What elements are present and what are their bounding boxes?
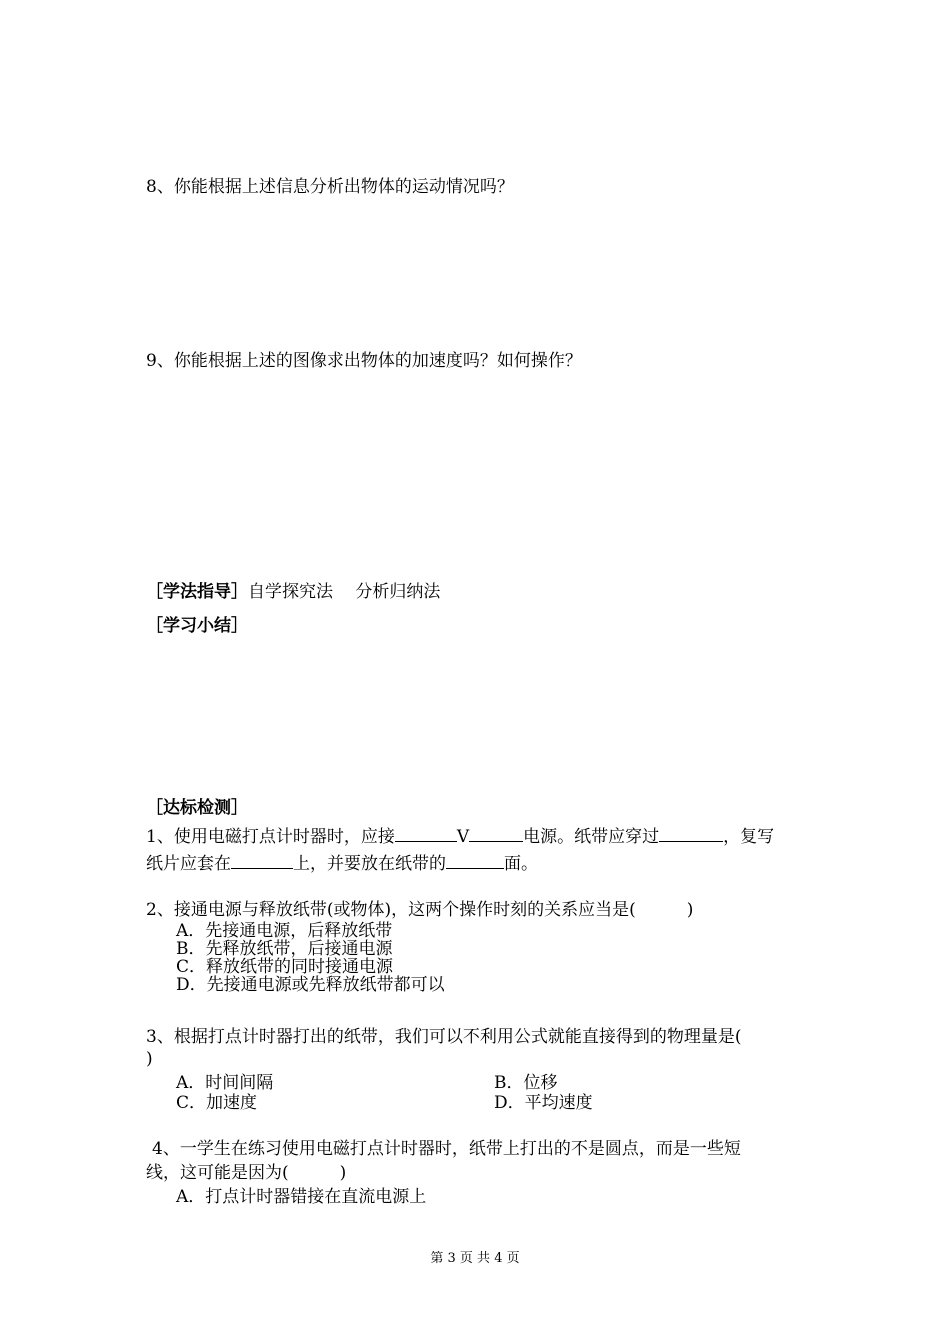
q1-blank-power-type[interactable] (469, 825, 523, 842)
q1-blank-side[interactable] (446, 852, 504, 869)
q1-text-b: V (456, 827, 470, 847)
test-q2-stem: 2、接通电源与释放纸带(或物体)，这两个操作时刻的关系应当是( ) (146, 900, 694, 920)
q1-text-e: 纸片应套在 (146, 854, 231, 874)
test-q4-stem-line2: 线，这可能是因为( ) (146, 1163, 347, 1183)
page-footer: 第 3 页 共 4 页 (430, 1251, 520, 1266)
test-q1-line2 (146, 852, 538, 874)
q1-text-g: 面。 (504, 854, 538, 874)
test-q2-option-d: D．先接通电源或先释放纸带都可以 (176, 975, 445, 995)
question-9: 9、你能根据上述的图像求出物体的加速度吗？如何操作？ (146, 351, 582, 371)
q1-text-d: ，复写 (723, 827, 775, 847)
test-q3-option-a: A．时间间隔 (176, 1073, 274, 1093)
q1-text-a: 1、使用电磁打点计时器时，应接 (146, 827, 395, 847)
test-heading: ［达标检测］ (146, 798, 248, 818)
q1-blank-pass-through[interactable] (659, 825, 723, 842)
test-q3-option-d: D．平均速度 (494, 1093, 593, 1113)
method-section (146, 582, 440, 602)
test-q2-option-b: B．先释放纸带，后接通电源 (176, 939, 393, 959)
test-q1-line1 (146, 825, 774, 847)
test-q3-stem-line1: 3、根据打点计时器打出的纸带，我们可以不利用公式就能直接得到的物理量是( (146, 1027, 742, 1047)
method-heading: ［学法指导］ (146, 582, 248, 602)
q1-text-c: 电源。纸带应穿过 (523, 827, 660, 847)
q1-text-f: 上，并要放在纸带的 (293, 854, 446, 874)
test-q3-stem-line2: ) (146, 1049, 153, 1069)
test-q2-option-a: A．先接通电源，后释放纸带 (176, 921, 393, 941)
question-8: 8、你能根据上述信息分析出物体的运动情况吗？ (146, 177, 514, 197)
q1-blank-voltage[interactable] (395, 825, 457, 842)
test-q2-option-c: C．释放纸带的同时接通电源 (176, 957, 394, 977)
test-q3-option-b: B．位移 (494, 1073, 558, 1093)
method-text: 自学探究法 分析归纳法 (248, 582, 441, 602)
summary-heading: ［学习小结］ (146, 616, 248, 636)
test-q4-option-a: A．打点计时器错接在直流电源上 (176, 1187, 427, 1207)
test-q3-option-c: C．加速度 (176, 1093, 258, 1113)
q1-blank-sleeve[interactable] (231, 852, 293, 869)
test-q4-stem-line1: 4、一学生在练习使用电磁打点计时器时，纸带上打出的不是圆点，而是一些短 (152, 1139, 741, 1159)
